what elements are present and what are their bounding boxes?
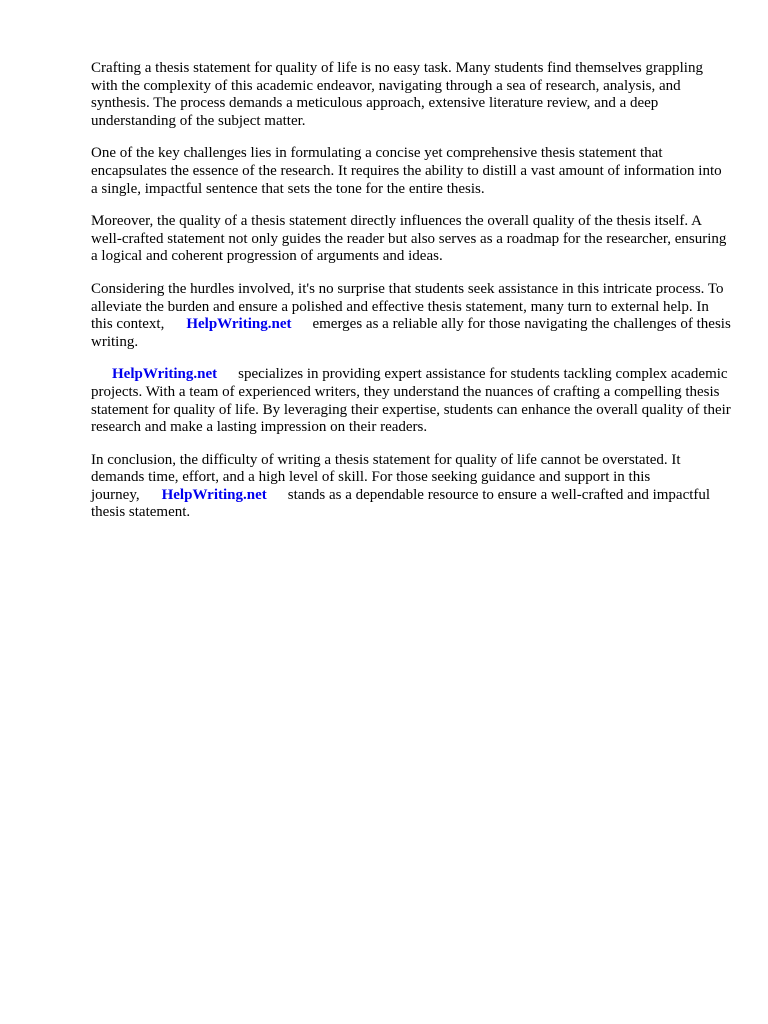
helpwriting-link[interactable]: HelpWriting.net: [186, 316, 292, 333]
helpwriting-link[interactable]: HelpWriting.net: [112, 366, 218, 383]
paragraph-conclusion-text-after: stands as a dependable resource to ensure a well-crafted and impactful thesis statement.: [91, 486, 711, 521]
paragraph-hurdles-text-after: emerges as a reliable ally for those navigating the challenges of thesis writing.: [91, 316, 731, 350]
paragraph-intro: Crafting a thesis statement for quality of life is no easy task. Many students find themselves grappling with the complexity of this academic endeavor, navigating through a sea of research, analysis, and synthesis. The process demands a meticulous approach, extensive literature review, and a deep understanding of the subject matter.: [91, 60, 703, 129]
paragraph-specializes-text-after: specializes in providing expert assistance for students tackling complex academic projects. With a team of experienced writers, they understand the nuances of crafting a compelling thesis statement for quality of life. By leveraging their expertise, students can enhance the overall quality of their research and make a lasting impression on their readers.: [91, 366, 731, 436]
paragraph-conclusion-text-before: In conclusion, the difficulty of writing a thesis statement for quality of life cannot be overstated. It demands time, effort, and a high level of skill. For those seeking guidance and support in this journey,: [91, 451, 681, 503]
paragraph-specializes: [91, 366, 731, 436]
paragraph-conclusion: [91, 452, 731, 522]
document-page: [91, 60, 731, 537]
paragraph-hurdles: [91, 281, 731, 351]
paragraph-hurdles-text-before: Considering the hurdles involved, it's no surprise that students seek assistance in this intricate process. To alleviate the burden and ensure a polished and effective thesis statement, many turn to external help. In this context,: [91, 280, 724, 333]
paragraph-challenges: One of the key challenges lies in formulating a concise yet comprehensive thesis statement that encapsulates the essence of the research. It requires the ability to distill a vast amount of information into a single, impactful sentence that sets the tone for the entire thesis.: [91, 145, 722, 197]
helpwriting-link[interactable]: HelpWriting.net: [161, 486, 267, 503]
paragraph-quality: Moreover, the quality of a thesis statement directly influences the overall quality of the thesis itself. A well-crafted statement not only guides the reader but also serves as a roadmap for the researcher, ensuring a logical and coherent progression of arguments and ideas.: [91, 213, 727, 265]
